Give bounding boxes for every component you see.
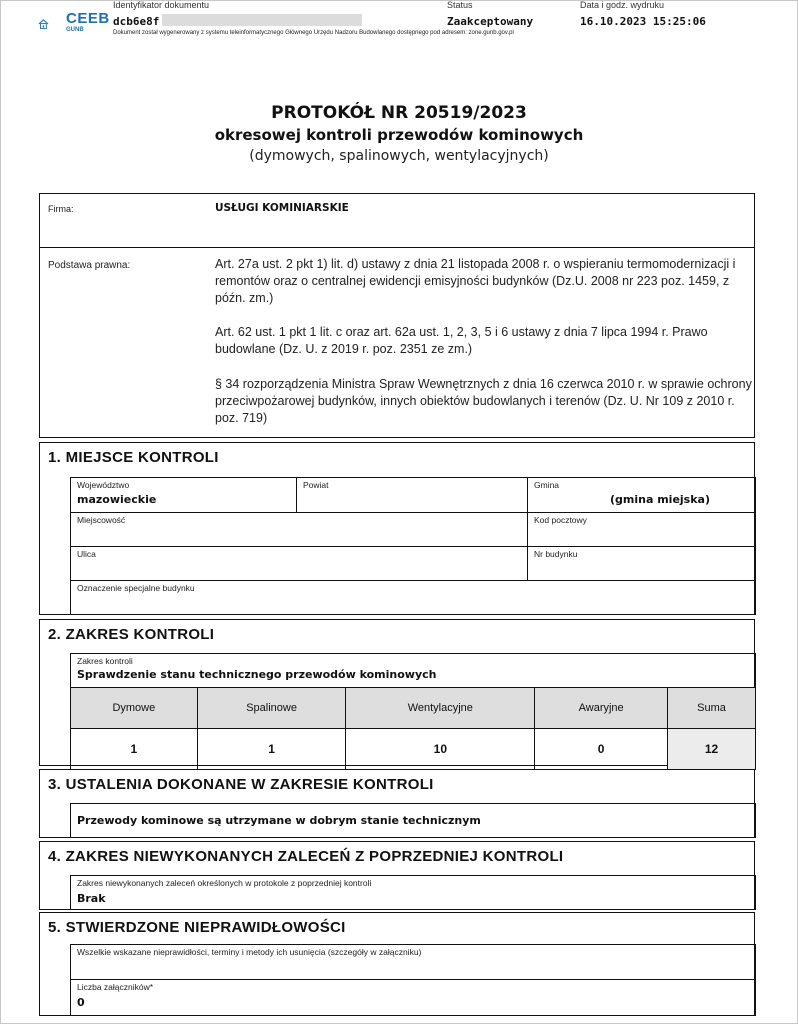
nr-budynku-field bbox=[527, 546, 756, 581]
firma-value: USŁUGI KOMINIARSKIE bbox=[215, 202, 349, 214]
section-zakres-kontroli bbox=[39, 619, 755, 766]
print-date-label: Data i godz. wydruku bbox=[580, 0, 665, 10]
legal-basis-label: Podstawa prawna: bbox=[48, 260, 131, 271]
status-value: Zaakceptowany bbox=[447, 15, 534, 28]
zalaczniki-field bbox=[70, 979, 756, 1016]
zakres-kontroli-field bbox=[70, 653, 756, 688]
firma-box bbox=[39, 193, 755, 248]
kod-pocztowy-field bbox=[527, 512, 756, 547]
legal-basis-p2: Art. 62 ust. 1 pkt 1 lit. c oraz art. 62a ust. 1, 2, 3, 5 i 6 ustawy z dnia 7 lipca 1994 r. Prawo budowlane (Dz. U. z 2019 r. poz. 2351 ze zm.) bbox=[215, 325, 708, 356]
chimney-count-table bbox=[70, 687, 756, 770]
nieprawidlowosci-field bbox=[70, 944, 756, 980]
oznaczenie-label: Oznaczenie specjalne budynku bbox=[77, 583, 195, 593]
logo-text: CEEB bbox=[66, 10, 110, 27]
section-niewykonane-zalecenia bbox=[39, 841, 755, 910]
section-1-title: 1. MIEJSCE KONTROLI bbox=[48, 449, 219, 466]
section-nieprawidlowosci bbox=[39, 912, 755, 1016]
zakres-kontroli-value: Sprawdzenie stanu technicznego przewodów kominowych bbox=[77, 668, 437, 681]
protocol-subtitle: okresowej kontroli przewodów kominowych bbox=[214, 126, 584, 144]
powiat-label: Powiat bbox=[303, 480, 329, 490]
value-suma: 12 bbox=[668, 729, 756, 770]
zalaczniki-value: 0 bbox=[77, 996, 85, 1009]
section-3-title: 3. USTALENIA DOKONANE W ZAKRESIE KONTROLI bbox=[48, 776, 434, 793]
redaction-bar bbox=[162, 14, 362, 26]
section-5-title: 5. STWIERDZONE NIEPRAWIDŁOWOŚCI bbox=[48, 919, 346, 936]
protocol-subtitle-2: (dymowych, spalinowych, wentylacyjnych) bbox=[249, 148, 549, 164]
kod-pocztowy-label: Kod pocztowy bbox=[534, 515, 587, 525]
gmina-label: Gmina bbox=[534, 480, 560, 490]
niewykonane-value: Brak bbox=[77, 892, 106, 905]
miejscowosc-field bbox=[70, 512, 528, 547]
gmina-field bbox=[527, 477, 756, 513]
header-awaryjne: Awaryjne bbox=[535, 688, 668, 729]
header-spalinowe: Spalinowe bbox=[197, 688, 346, 729]
legal-basis-box bbox=[39, 248, 755, 438]
powiat-field bbox=[296, 477, 528, 513]
logo-subtext: GUNB bbox=[66, 27, 84, 33]
ulica-label: Ulica bbox=[77, 549, 96, 559]
niewykonane-field bbox=[70, 875, 756, 910]
zalaczniki-label: Liczba załączników* bbox=[77, 982, 154, 992]
nieprawidlowosci-label: Wszelkie wskazane nieprawidłości, terminy i metody ich usunięcia (szczegóły w załączniku) bbox=[77, 947, 422, 957]
oznaczenie-field bbox=[70, 580, 756, 615]
wojewodztwo-field bbox=[70, 477, 297, 513]
value-wentylacyjne: 10 bbox=[346, 729, 535, 770]
nr-budynku-label: Nr budynku bbox=[534, 549, 578, 559]
doc-id-label: Identyfikator dokumentu bbox=[113, 0, 210, 10]
print-date-value: 16.10.2023 15:25:06 bbox=[580, 15, 706, 28]
zakres-kontroli-label: Zakres kontroli bbox=[77, 656, 133, 666]
legal-basis-p3: § 34 rozporządzenia Ministra Spraw Wewnętrznych z dnia 16 czerwca 2010 r. w sprawie ochrony przeciwpożarowej budynków, innych obiektów budowlanych i terenów (Dz. U. Nr 109 z 2010 r. poz. 719) bbox=[215, 377, 752, 425]
section-4-title: 4. ZAKRES NIEWYKONANYCH ZALECEŃ Z POPRZEDNIEJ KONTROLI bbox=[48, 848, 564, 865]
protocol-title: PROTOKÓŁ NR 20519/2023 bbox=[271, 103, 527, 123]
wojewodztwo-value: mazowieckie bbox=[77, 493, 157, 506]
section-2-title: 2. ZAKRES KONTROLI bbox=[48, 626, 215, 643]
header-suma: Suma bbox=[668, 688, 756, 729]
ustalenia-value: Przewody kominowe są utrzymane w dobrym stanie technicznym bbox=[77, 814, 481, 827]
value-spalinowe: 1 bbox=[197, 729, 346, 770]
value-dymowe: 1 bbox=[71, 729, 198, 770]
section-miejsce-kontroli bbox=[39, 442, 755, 615]
wojewodztwo-label: Województwo bbox=[77, 480, 130, 490]
niewykonane-label: Zakres niewykonanych zaleceń określonych w protokole z poprzedniej kontroli bbox=[77, 878, 372, 888]
ustalenia-field bbox=[70, 803, 756, 838]
doc-id-value: dcb6e8f bbox=[113, 15, 160, 28]
firma-label: Firma: bbox=[48, 204, 74, 214]
generation-note: Dokument został wygenerowany z systemu teleinformatycznego Głównego Urzędu Nadzoru Budowlanego dostępnego pod adresem: zone.gunb.gov.pl bbox=[113, 30, 514, 36]
gmina-value: (gmina miejska) bbox=[610, 493, 710, 506]
miejscowosc-label: Miejscowość bbox=[77, 515, 126, 525]
section-ustalenia bbox=[39, 769, 755, 838]
header-dymowe: Dymowe bbox=[71, 688, 198, 729]
status-label: Status bbox=[447, 0, 473, 10]
legal-basis-p1: Art. 27a ust. 2 pkt 1) lit. d) ustawy z dnia 21 listopada 2008 r. o wspieraniu termomodernizacji i remontów oraz o centralnej ewidencji emisyjności budynków (Dz.U. 2008 nr 223 poz. 1459, z późn. zm.) bbox=[215, 257, 736, 305]
ulica-field bbox=[70, 546, 528, 581]
ceeb-house-logo-icon bbox=[38, 10, 68, 38]
value-awaryjne: 0 bbox=[535, 729, 668, 770]
header-wentylacyjne: Wentylacyjne bbox=[346, 688, 535, 729]
